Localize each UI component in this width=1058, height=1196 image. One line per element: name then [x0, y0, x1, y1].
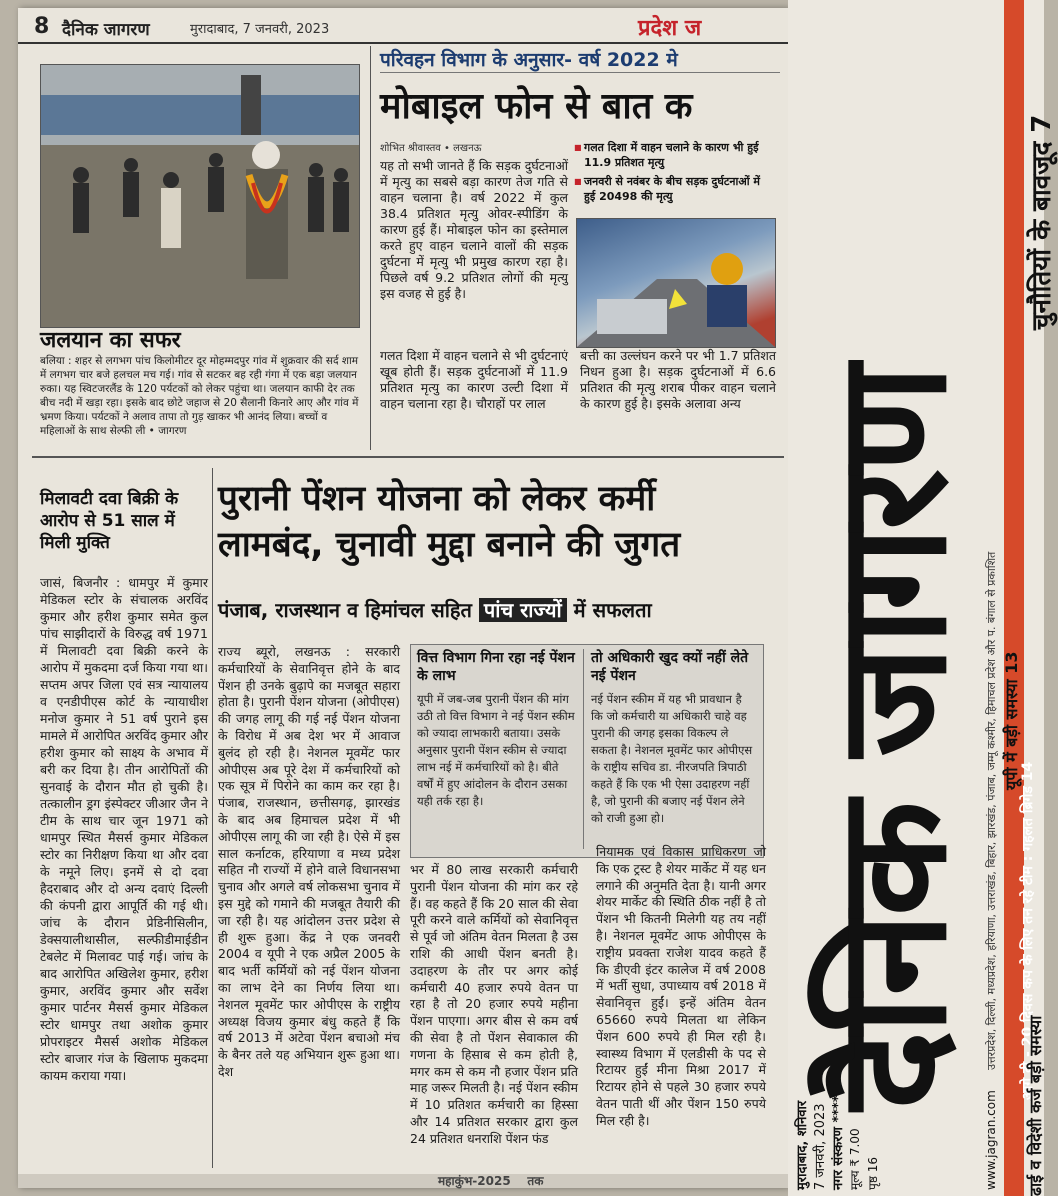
strip-event: महाकुंभ-2025 — [438, 1174, 511, 1188]
front-logo: दैनिक जागरण — [806, 368, 980, 1110]
photo-caption-body: बलिया : शहर से लगभग पांच किलोमीटर दूर मोहम्मदपुर गांव में शुक्रवार की सर्द शाम में लगभग चार बजे हलचल मच गई। गांव से सटकर बह रही गंगा में एक बड़ा जलयान रुका। यह स्विटजरलैंड के 120 पर्यटकों को लेकर पहुंचा था। जलयान काफी देर तक बीच नदी में खड़ा रहा। इसके बाद छोटे जहाज से 20 सैलानी किनारे आए और गांव में भ्रमण किया। पर्यटकों ने अलाव तापा तो गुड़ खाकर भी आनंद लिया। बच्चों व महिलाओं के साथ सेल्फी ली • जागरण — [40, 355, 359, 437]
road-illustration — [576, 218, 776, 348]
article-body-col1-cont: गलत दिशा में वाहन चलाने से भी दुर्घटनाएं खूब होती हैं। सड़क दुर्घटनाओं में 11.9 प्रतिशत मृत्यु का कारण उल्टी दिशा में वाहन चलाना रहा है। चौराहों पर लाल — [380, 348, 568, 411]
news-photo — [40, 64, 360, 328]
box1-heading: वित्त विभाग गिना रहा नई पेंशन के लाभ — [417, 650, 575, 684]
left-story-body: जासं, बिजनौर : धामपुर में कुमार मेडिकल स्टोर के संचालक अरविंद कुमार और हरीश कुमार समेत कुल पांच साझीदारों के विरुद्ध वर्ष 1971 में मिलावटी दवा बिक्री करने के आरोप में मुकदमा दर्ज किया गया था। सप्तम अपर जिला एवं सत्र न्यायालय व एनडीपीएस कोर्ट के न्यायाधीश मनोज कुमार ने 51 वर्ष पुराने इस मामले में आरोपित अरविंद कुमार और हरीश कुमार को साक्ष्य के अभाव में बरी कर दिया है। तीन आरोपितों की सुनवाई के दौरान मौत हो चुकी है। तत्कालीन ड्रग इंस्पेक्टर जीआर जैन ने टीम के साथ चार जून 1971 को धामपुर स्थित मैसर्स कुमार मेडिकल स्टोर का निरीक्षण किया था और दवा के नमूने लिए। इनमें से दो दवा हैदराबाद और दो अन्य दवाएं दिल्ली की कंपनी द्वारा आपूर्ति की गई थी। जांच के दौरान प्रेडिनीसिलीन, डेक्सयालीथासील, सल्फीडीमाईडीन टेबलेट में मिलावट पाई गई। जांच के बाद आरोपित अखिलेश कुमार, हरीश कुमार, अरविंद कुमार और सर्वेश कुमार पार्टनर मैसर्स कुमार मेडिकल स्टोर धामपुर तथा अशोक कुमार प्रोपराइटर मैसर्स अशोक मेडिकल स्टोर बाजार गंज के खिलाफ मुकदमा कायम कराया गया। — [40, 575, 208, 1083]
bottom-strip — [18, 1174, 788, 1188]
front-edition: नगर संस्करण **** — [831, 1095, 846, 1190]
highlight-item: ■ गलत दिशा में वाहन चलाने के कारण भी हुई 11.9 प्रतिशत मृत्यु — [574, 140, 774, 170]
lead-headline: पुरानी पेंशन योजना को लेकर कर्मी लामबंद, चुनावी मुद्दा बनाने की जुगत — [218, 479, 681, 565]
subhead-highlight: पांच राज्यों — [479, 598, 567, 622]
box2-heading: तो अधिकारी खुद क्यों नहीं लेते नई पेंशन — [591, 650, 749, 684]
front-website: www.jagran.com — [984, 1090, 998, 1190]
top-teaser: चुनौतियों के बावजूद 7 — [1027, 114, 1057, 330]
page-masthead — [18, 8, 788, 44]
front-edition-city: मुरादाबाद, शनिवार — [795, 1100, 810, 1190]
box2-body: नई पेंशन स्कीम में यह भी प्रावधान है कि जो कर्मचारी या अधिकारी चाहे वह पुरानी की जगह इसका विकल्प ले सकता है। नेशनल मूवमेंट फार ओपीएस के राष्ट्रीय सचिव डा. नीरजपति त्रिपाठी कहते हैं कि एक भी ऐसा उदाहरण नहीं है, जो पुरानी की बजाए नई पेंशन लेने को राजी हुआ हो। — [591, 692, 753, 825]
article-headline: मोबाइल फोन से बात क — [380, 86, 693, 127]
teaser-headline: यूपी में बड़ी समस्या 13 — [1002, 651, 1021, 790]
article-kicker: परिवहन विभाग के अनुसार- वर्ष 2022 मे — [380, 46, 780, 73]
teaser-headline-2: ढाई व विदेशी कर्ज बड़ी समस्या — [1026, 1015, 1045, 1196]
lead-body-col1: राज्य ब्यूरो, लखनऊ : सरकारी कर्मचारियों के सेवानिवृत्त होने के बाद पेंशन ही उनके बुढ़ापे का मजबूत सहारा होता है। पुरानी पेंशन योजना (ओपीएस) की जगह लागू की गई नई पेंशन योजना के विरोध में अब देश भर में आवाज बुलंद हो रही है। नेशनल मूवमेंट फार ओपीएस अब पूरे देश में कर्मचारियों को एक सूत्र में पिरोने का काम कर रहा है। पंजाब, राजस्थान, छत्तीसगढ़, झारखंड के बाद अब हिमाचल प्रदेश में भी ओपीएस लागू की जा रही है। ऐसे में इस साल कर्नाटक, हरियाणा व मध्य प्रदेश सहित नौ राज्यों में होने वाले विधानसभा चुनाव और अगले वर्ष लोकसभा चुनाव में इस मुद्दे को गमाने की मजबूत तैयारी की जा रही है। यह आंदोलन उत्तर प्रदेश से ही शुरू हुआ। केंद्र ने एक जनवरी 2004 व यूपी ने एक अप्रैल 2005 के बाद भर्ती कर्मियों को नई पेंशन योजना का लाभ देने का निर्णय लिया था। नेशनल मूवमेंट फार ओपीएस के राष्ट्रीय अध्यक्ष विजय कुमार बंधु कहते हैं कि वर्ष 2013 में अटेवा पेंशन बचाओ मंच के बैनर तले यह अभियान शुरू हुआ था। देश — [218, 644, 400, 1079]
subhead-part: में सफलता — [573, 598, 652, 622]
paper-name: दैनिक जागरण — [62, 20, 150, 40]
front-date: 7 जनवरी, 2023 — [813, 1103, 828, 1190]
lead-subheadline — [218, 596, 758, 623]
sidebar-box — [410, 644, 764, 858]
red-strip-text: आगे दी - 20 दिवस कप के लिए तन रहे टीम : गहलत ब्रिगेड 14 — [1020, 761, 1036, 1100]
lead-body-col2: भर में 80 लाख सरकारी कर्मचारी पुरानी पेंशन योजना की मांग कर रहे हैं। वह कहते हैं कि 20 साल की सेवा पूरी करने वाले कर्मियों को सेवानिवृत्त से पूर्व जो अंतिम वेतन मिलता है उस राशि की आधी पेंशन बनती है। उदाहरण के तौर पर अगर कोई कर्मचारी 40 हजार रुपये वेतन पा रहा है तो 20 हजार रुपये महीना पेंशन पाएगा। अगर बीस से कम वर्ष की सेवा है तो पेंशन सेवाकाल की गणना के हिसाब से कम होती है, मगर कम से कम नौ हजार पेंशन प्रति माह जरूर मिलती है। नई पेंशन स्कीम में 10 प्रतिशत कर्मचारी का हिस्सा और 14 प्रतिशत सरकार द्वारा कुल 24 प्रतिशत धनराशि पेंशन फंड — [410, 862, 578, 1146]
box-divider — [583, 649, 584, 849]
front-price: मूल्य ₹ 7.00 — [848, 1128, 862, 1190]
photo-caption-text: बलिया : शहर से लगभग पांच किलोमीटर दूर मोहम्मदपुर गांव में शुक्रवार की सर्द शाम में लगभग चार बजे हलचल मच गई। गांव से सटकर बह रही गंगा में एक बड़ा जलयान रुका। यह स्विटजरलैंड के 120 पर्यटकों को लेकर पहुंचा था। जलयान काफी देर तक बीच नदी में खड़ा रहा। इसके बाद छोटे जहाज से 20 सैलानी किनारे आए और गांव में भ्रमण किया। पर्यटकों ने अलाव तापा तो गुड़ खाकर भी आनंद लिया। बच्चों व महिलाओं के साथ सेल्फी ली — [40, 355, 359, 437]
photo-caption-title: जलयान का सफर — [40, 328, 181, 353]
publication-states: उत्तरप्रदेश, दिल्ली, मध्यप्रदेश, हरियाणा, उत्तराखंड, बिहार, झारखंड, पंजाब, जम्मू कश्मीर, हिमाचल प्रदेश और प. बंगाल से प्रकाशित — [985, 551, 998, 1070]
front-page — [788, 0, 1057, 1196]
page-number: 8 — [34, 14, 50, 39]
dateline: मुरादाबाद, 7 जनवरी, 2023 — [190, 22, 330, 37]
article-body-col1: यह तो सभी जानते हैं कि सड़क दुर्घटनाओं में मृत्यु का सबसे बड़ा कारण तेज गति से वाहन चलाना है। वर्ष 2022 में कुल 38.4 प्रतिशत मृत्यु ओवर-स्पीडिंग के कारण हुई हैं। मोबाइल फोन का इस्तेमाल करते हुए वाहन चलाने वालों की सड़क दुर्घटना में मृत्यु भी प्रमुख कारण रहा है। पिछले वर्ष 9.2 प्रतिशत लोगों की मृत्यु इस वजह से हुई है। — [380, 158, 568, 301]
front-pages: पृष्ठ 16 — [866, 1157, 880, 1190]
left-story-headline: मिलावटी दवा बिक्री के आरोप से 51 साल में मिली मुक्ति — [40, 489, 179, 553]
photo-credit: जागरण — [158, 425, 187, 437]
section-divider — [32, 456, 784, 458]
highlight-item: ■ जनवरी से नवंबर के बीच सड़क दुर्घटनाओं में हुई 20498 की मृत्यु — [574, 174, 774, 204]
newspaper-page — [18, 8, 788, 1188]
bottom-strip-text — [438, 1172, 543, 1189]
column-rule — [212, 468, 213, 1168]
lead-body-col3: नियामक एवं विकास प्राधिकरण जो कि एक ट्रस्ट है शेयर मार्केट में यह धन लगाने की अनुमति देता है। यानी अगर शेयर मार्केट की स्थिति ठीक नहीं है तो पेंशन भी कितनी मिलेगी यह तय नहीं है। नेशनल मूवमेंट आफ ओपीएस के राष्ट्रीय प्रवक्ता राजेश यादव कहते हैं कि डीएवी इंटर कालेज में वर्ष 2008 में भर्ती सुधा, उपाध्याय वर्ष 2018 में सेवानिवृत्त हुईं। इन्हें अंतिम वेतन 65660 रुपये मिलता था लेकिन पेंशन 600 रुपये ही मिल रही है। स्वास्थ्य विभाग में एलडीसी के पद से रिटायर हुईं मीना मिश्रा 2017 में रिटायर होने से पहले 30 हजार रुपये वेतन पाती थीं और पेंशन 150 रुपये मिल रही है। — [596, 844, 766, 1128]
article-body-col2: बत्ती का उल्लंघन करने पर भी 1.7 प्रतिशत निधन हुआ है। सड़क दुर्घटनाओं में 6.6 प्रतिशत की मृत्यु शराब पीकर वाहन चलाने के कारण हुई है। इसके अलावा अन्य — [580, 348, 776, 411]
section-label: प्रदेश ज — [638, 16, 702, 41]
box1-body: यूपी में जब-जब पुरानी पेंशन की मांग उठी तो वित्त विभाग ने नई पेंशन स्कीम को ज्यादा लाभकारी बताया। उसके अनुसार पुरानी पेंशन स्कीम से ज्यादा लाभ नई में कर्मचारियों को है। बीते वर्षों में हुए आंदोलन के दौरान उसका यही तर्क रहा है। — [417, 692, 575, 808]
strip-tail: तक — [527, 1174, 544, 1188]
article-byline: शोभित श्रीवास्तव • लखनऊ — [380, 143, 482, 154]
column-rule — [370, 46, 371, 450]
subhead-part: पंजाब, राजस्थान व हिमांचल सहित — [218, 598, 472, 622]
article-highlights — [574, 140, 774, 208]
